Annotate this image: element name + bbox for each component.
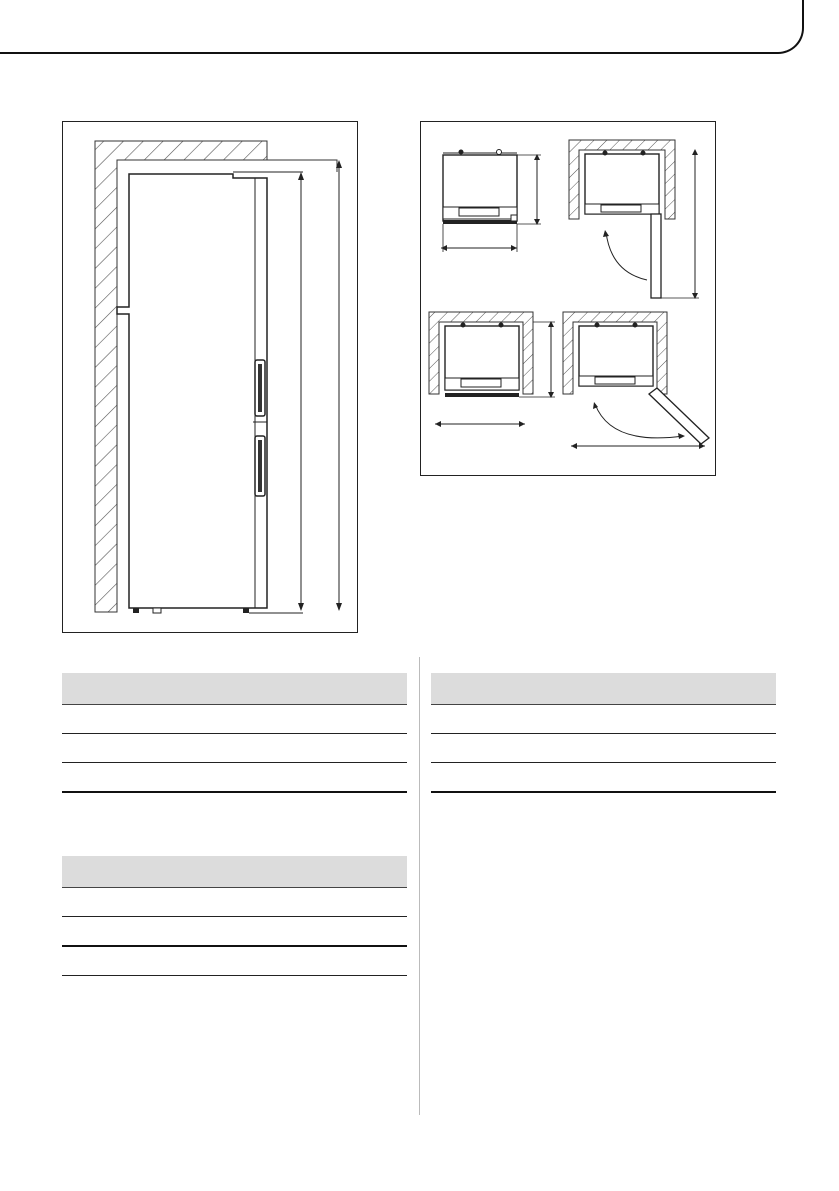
fridge-top-view-door-clearance-diagrams-icon	[421, 122, 717, 477]
table-row	[431, 705, 776, 734]
fridge-side-installation-diagram-icon	[63, 122, 359, 634]
page-corner-line	[0, 52, 776, 54]
table-row	[62, 947, 407, 976]
column-divider	[419, 657, 420, 1115]
table-row	[431, 763, 776, 793]
top-view-panel-1	[441, 150, 541, 253]
dimensions-table-lower	[62, 856, 407, 976]
table-row	[431, 734, 776, 763]
table-row	[62, 888, 407, 917]
table-row	[62, 734, 407, 763]
page-corner-arc	[752, 0, 804, 54]
dimensions-table-right	[431, 673, 776, 793]
table-header	[62, 673, 407, 705]
dimensions-table-left	[62, 673, 407, 793]
table-header	[62, 856, 407, 888]
table-row	[62, 917, 407, 947]
table-header	[431, 673, 776, 705]
table-row	[62, 763, 407, 793]
top-view-panel-2	[569, 140, 699, 299]
top-view-figure	[420, 121, 716, 476]
side-view-figure	[62, 121, 358, 633]
table-row	[62, 705, 407, 734]
top-view-panel-3	[429, 312, 555, 427]
top-view-panel-4	[563, 312, 709, 449]
